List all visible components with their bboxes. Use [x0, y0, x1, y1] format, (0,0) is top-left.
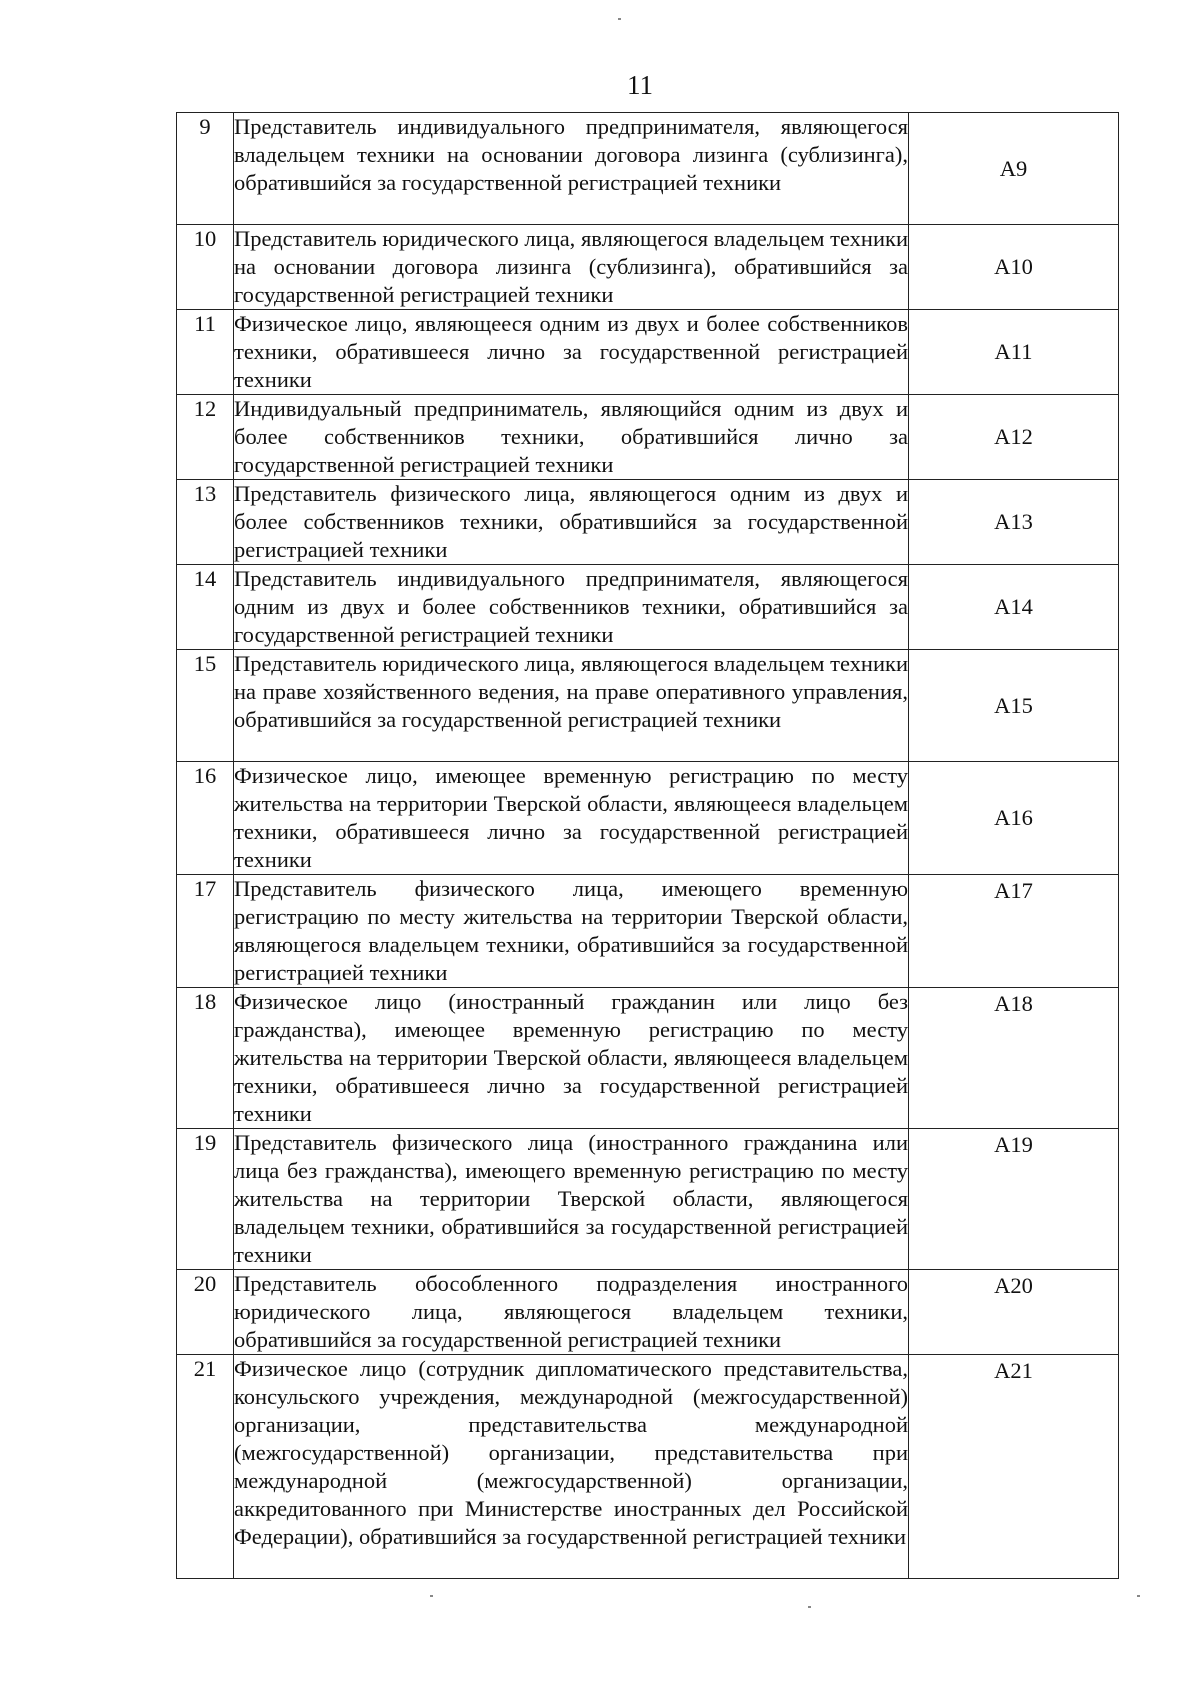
row-code: А9 — [909, 113, 1119, 225]
row-description: Представитель индивидуального предпринимателя, являющегося одним из двух и более собственников техники, обратившийся за государственной регистрацией техники — [234, 565, 909, 650]
row-code: А16 — [909, 762, 1119, 875]
row-code: А11 — [909, 310, 1119, 395]
row-code: А20 — [909, 1270, 1119, 1355]
table-row — [177, 988, 1119, 1129]
row-description: Физическое лицо (иностранный гражданин или лицо без гражданства), имеющее временную регистрацию по месту жительства на территории Тверской области, являющееся владельцем техники, обратившееся лично за государственной регистрацией техники — [234, 988, 909, 1129]
row-description: Представитель индивидуального предпринимателя, являющегося владельцем техники на основании договора лизинга (сублизинга), обратившийся за государственной регистрацией техники — [234, 113, 909, 225]
row-description: Представитель обособленного подразделения иностранного юридического лица, являющегося владельцем техники, обратившийся за государственной регистрацией техники — [234, 1270, 909, 1355]
table-row — [177, 395, 1119, 480]
table-row — [177, 113, 1119, 225]
row-number: 14 — [177, 565, 234, 650]
row-description: Представитель юридического лица, являющегося владельцем техники на праве хозяйственного ведения, на праве оперативного управления, обратившийся за государственной регистрацией техники — [234, 650, 909, 762]
row-code: А17 — [909, 875, 1119, 988]
row-number: 10 — [177, 225, 234, 310]
table-row — [177, 565, 1119, 650]
row-description: Представитель физического лица, являющегося одним из двух и более собственников техники, обратившийся за государственной регистрацией техники — [234, 480, 909, 565]
registration-categories-table — [176, 112, 1119, 1579]
row-number: 19 — [177, 1129, 234, 1270]
row-number: 21 — [177, 1355, 234, 1579]
row-code: А10 — [909, 225, 1119, 310]
row-code: А13 — [909, 480, 1119, 565]
row-number: 15 — [177, 650, 234, 762]
table-row — [177, 310, 1119, 395]
row-description: Представитель юридического лица, являющегося владельцем техники на основании договора лизинга (сублизинга), обратившийся за государственной регистрацией техники — [234, 225, 909, 310]
table-row — [177, 1355, 1119, 1579]
row-code: А12 — [909, 395, 1119, 480]
row-code: А18 — [909, 988, 1119, 1129]
table-row — [177, 1129, 1119, 1270]
scan-speck — [430, 1595, 433, 1597]
scan-speck — [618, 18, 621, 20]
scan-speck — [1137, 1595, 1140, 1597]
row-number: 16 — [177, 762, 234, 875]
row-description: Индивидуальный предприниматель, являющийся одним из двух и более собственников техники, обратившийся лично за государственной регистрацией техники — [234, 395, 909, 480]
row-code: А14 — [909, 565, 1119, 650]
row-number: 18 — [177, 988, 234, 1129]
page-number: 11 — [627, 70, 653, 100]
row-description: Представитель физического лица, имеющего временную регистрацию по месту жительства на территории Тверской области, являющегося владельцем техники, обратившийся за государственной регистрацией техники — [234, 875, 909, 988]
table-row — [177, 762, 1119, 875]
row-description: Представитель физического лица (иностранного гражданина или лица без гражданства), имеющего временную регистрацию по месту жительства на территории Тверской области, являющегося владельцем техники, обратившийся за государственной регистрацией техники — [234, 1129, 909, 1270]
row-number: 9 — [177, 113, 234, 225]
row-code: А21 — [909, 1355, 1119, 1579]
table-row — [177, 875, 1119, 988]
row-number: 12 — [177, 395, 234, 480]
row-code: А19 — [909, 1129, 1119, 1270]
row-number: 11 — [177, 310, 234, 395]
row-number: 13 — [177, 480, 234, 565]
table-row — [177, 650, 1119, 762]
row-description: Физическое лицо, являющееся одним из двух и более собственников техники, обратившееся лично за государственной регистрацией техники — [234, 310, 909, 395]
table-row — [177, 480, 1119, 565]
row-code: А15 — [909, 650, 1119, 762]
row-number: 17 — [177, 875, 234, 988]
scan-speck — [808, 1606, 811, 1608]
row-number: 20 — [177, 1270, 234, 1355]
row-description: Физическое лицо, имеющее временную регистрацию по месту жительства на территории Тверской области, являющееся владельцем техники, обратившееся лично за государственной регистрацией техники — [234, 762, 909, 875]
table-row — [177, 1270, 1119, 1355]
row-description: Физическое лицо (сотрудник дипломатического представительства, консульского учреждения, международной (межгосударственной) организации, представительства международной (межгосударственной) организации, представительства при международной (межгосударственной) организации, аккредитованного при Министерстве иностранных дел Российской Федерации), обратившийся за государственной регистрацией техники — [234, 1355, 909, 1579]
table-row — [177, 225, 1119, 310]
